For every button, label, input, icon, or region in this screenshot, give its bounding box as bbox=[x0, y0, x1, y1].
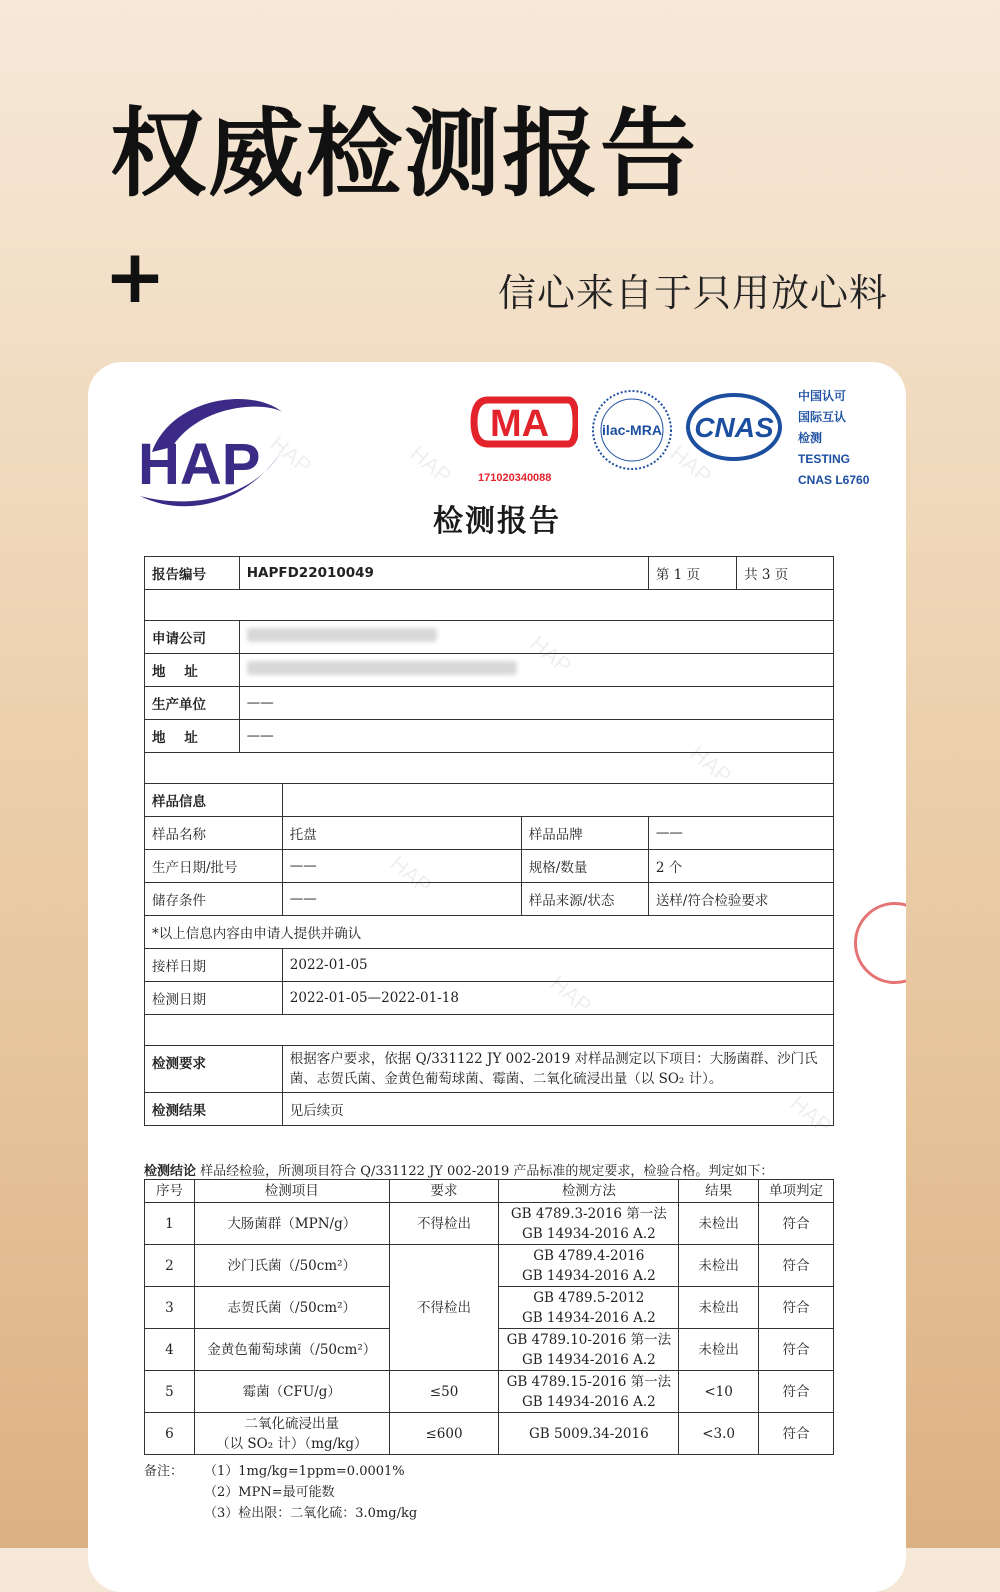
info-table bbox=[144, 556, 834, 1126]
producer-label: 生产单位 bbox=[145, 687, 240, 720]
requirement-value: 根据客户要求，依据 Q/331122 JY 002-2019 对样品测定以下项目：大肠菌群、沙门氏菌、志贺氏菌、金黄色葡萄球菌、霉菌、二氧化硫浸出量（以 SO₂ 计）。 bbox=[282, 1046, 833, 1093]
col-header: 检测项目 bbox=[194, 1180, 389, 1203]
report-title: 检测报告 bbox=[433, 504, 561, 539]
cnas-line: TESTING bbox=[798, 452, 851, 466]
row-no: 4 bbox=[145, 1329, 195, 1371]
source-value: 送样/符合检验要求 bbox=[648, 883, 833, 916]
watermark: HAP bbox=[665, 440, 717, 489]
row-no: 2 bbox=[145, 1245, 195, 1287]
report-card bbox=[88, 362, 906, 1592]
applicant-value bbox=[239, 621, 833, 654]
production-date-label: 生产日期/批号 bbox=[145, 850, 283, 883]
ilac-mra-logo bbox=[590, 388, 674, 472]
row-req: 不得检出 bbox=[389, 1203, 499, 1245]
watermark: HAP bbox=[685, 740, 737, 789]
row-result: <10 bbox=[679, 1371, 759, 1413]
row-method: GB 4789.5-2012 GB 14934-2016 A.2 bbox=[499, 1287, 679, 1329]
col-header: 结果 bbox=[679, 1180, 759, 1203]
report-no-label: 报告编号 bbox=[145, 557, 240, 590]
blank-row bbox=[145, 753, 834, 784]
cnas-line: 检测 bbox=[798, 431, 823, 445]
cnas-line: CNAS L6760 bbox=[798, 473, 870, 487]
spec-value: 2 个 bbox=[648, 850, 833, 883]
notes-label: 备注： bbox=[144, 1464, 184, 1479]
address-label: 地 址 bbox=[145, 654, 240, 687]
sample-name-label: 样品名称 bbox=[145, 817, 283, 850]
plus-icon: + bbox=[104, 234, 167, 320]
notice-text: *以上信息内容由申请人提供并确认 bbox=[145, 916, 834, 949]
row-judge: 符合 bbox=[759, 1329, 834, 1371]
row-method: GB 4789.3-2016 第一法 GB 14934-2016 A.2 bbox=[499, 1203, 679, 1245]
result-table bbox=[144, 1179, 834, 1455]
row-method: GB 4789.15-2016 第一法 GB 14934-2016 A.2 bbox=[499, 1371, 679, 1413]
result-value: 见后续页 bbox=[282, 1093, 833, 1126]
hap-logo-text: HAP bbox=[138, 432, 261, 497]
conclusion bbox=[144, 1160, 834, 1179]
sample-brand-value: —— bbox=[648, 817, 833, 850]
row-method: GB 5009.34-2016 bbox=[499, 1413, 679, 1455]
row-item: 沙门氏菌（/50cm²） bbox=[194, 1245, 389, 1287]
col-header: 序号 bbox=[145, 1180, 195, 1203]
row-item: 志贺氏菌（/50cm²） bbox=[194, 1287, 389, 1329]
row-judge: 符合 bbox=[759, 1203, 834, 1245]
address2-label: 地 址 bbox=[145, 720, 240, 753]
row-no: 6 bbox=[145, 1413, 195, 1455]
cma-text: MA bbox=[490, 403, 550, 445]
row-result: 未检出 bbox=[679, 1203, 759, 1245]
report-sheet bbox=[144, 556, 837, 1524]
row-method: GB 4789.10-2016 第一法 GB 14934-2016 A.2 bbox=[499, 1329, 679, 1371]
page-total: 共 3 页 bbox=[737, 557, 834, 590]
receive-date-value: 2022-01-05 bbox=[282, 949, 833, 982]
conclusion-label: 检测结论 bbox=[144, 1164, 197, 1179]
row-item: 二氧化硫浸出量 （以 SO₂ 计）（mg/kg） bbox=[194, 1413, 389, 1455]
cnas-text: CNAS bbox=[694, 412, 774, 443]
row-req: 不得检出 bbox=[389, 1245, 499, 1371]
note-line: （1）1mg/kg=1ppm=0.0001% bbox=[204, 1464, 405, 1479]
requirement-label: 检测要求 bbox=[145, 1046, 283, 1093]
sample-name-value: 托盘 bbox=[282, 817, 521, 850]
row-req: ≤50 bbox=[389, 1371, 499, 1413]
storage-value: —— bbox=[282, 883, 521, 916]
row-no: 3 bbox=[145, 1287, 195, 1329]
watermark: HAP bbox=[525, 630, 577, 679]
notes bbox=[144, 1461, 834, 1524]
cnas-caption bbox=[798, 386, 869, 491]
slogan: 信心来自于只用放心料 bbox=[497, 271, 888, 315]
cma-number: 171020340088 bbox=[478, 472, 552, 484]
row-item: 霉菌（CFU/g） bbox=[194, 1371, 389, 1413]
conclusion-value: 样品经检验，所测项目符合 Q/331122 JY 002-2019 产品标准的规定要求，检验合格。判定如下： bbox=[200, 1164, 774, 1179]
report-no-value: HAPFD22010049 bbox=[239, 557, 648, 590]
ilac-text: ilac-MRA bbox=[602, 422, 662, 438]
watermark: HAP bbox=[265, 430, 317, 479]
table-row bbox=[145, 1413, 834, 1455]
blank-row bbox=[145, 1015, 834, 1046]
sample-info-blank bbox=[282, 784, 833, 817]
row-result: 未检出 bbox=[679, 1329, 759, 1371]
row-item: 大肠菌群（MPN/g） bbox=[194, 1203, 389, 1245]
table-row bbox=[145, 1203, 834, 1245]
row-result: 未检出 bbox=[679, 1245, 759, 1287]
receive-date-label: 接样日期 bbox=[145, 949, 283, 982]
cnas-line: 中国认可 bbox=[798, 389, 847, 403]
spec-label: 规格/数量 bbox=[521, 850, 648, 883]
table-row bbox=[145, 1371, 834, 1413]
watermark: HAP bbox=[545, 970, 597, 1019]
test-date-value: 2022-01-05—2022-01-18 bbox=[282, 982, 833, 1015]
page-headline: 权威检测报告 bbox=[110, 98, 698, 210]
watermark: HAP bbox=[785, 1090, 837, 1139]
test-date-label: 检测日期 bbox=[145, 982, 283, 1015]
address-value bbox=[239, 654, 833, 687]
sample-info-label: 样品信息 bbox=[145, 784, 283, 817]
row-no: 5 bbox=[145, 1371, 195, 1413]
production-date-value: —— bbox=[282, 850, 521, 883]
result-label: 检测结果 bbox=[145, 1093, 283, 1126]
row-method: GB 4789.4-2016 GB 14934-2016 A.2 bbox=[499, 1245, 679, 1287]
sample-brand-label: 样品品牌 bbox=[521, 817, 648, 850]
col-header: 要求 bbox=[389, 1180, 499, 1203]
col-header: 单项判定 bbox=[759, 1180, 834, 1203]
row-judge: 符合 bbox=[759, 1245, 834, 1287]
source-label: 样品来源/状态 bbox=[521, 883, 648, 916]
row-judge: 符合 bbox=[759, 1413, 834, 1455]
row-no: 1 bbox=[145, 1203, 195, 1245]
cnas-line: 国际互认 bbox=[798, 410, 847, 424]
table-row bbox=[145, 1245, 834, 1287]
row-item: 金黄色葡萄球菌（/50cm²） bbox=[194, 1329, 389, 1371]
producer-value: —— bbox=[239, 687, 833, 720]
cnas-logo bbox=[686, 392, 782, 462]
row-judge: 符合 bbox=[759, 1371, 834, 1413]
page-indicator: 第 1 页 bbox=[648, 557, 736, 590]
applicant-label: 申请公司 bbox=[145, 621, 240, 654]
row-result: <3.0 bbox=[679, 1413, 759, 1455]
watermark: HAP bbox=[385, 850, 437, 899]
cma-logo bbox=[468, 392, 578, 452]
watermark: HAP bbox=[405, 440, 457, 489]
address2-value: —— bbox=[239, 720, 833, 753]
seal-stamp bbox=[854, 902, 906, 984]
row-judge: 符合 bbox=[759, 1287, 834, 1329]
note-line: （3）检出限：二氧化硫：3.0mg/kg bbox=[204, 1506, 418, 1521]
note-line: （2）MPN=最可能数 bbox=[204, 1485, 335, 1500]
row-result: 未检出 bbox=[679, 1287, 759, 1329]
row-req: ≤600 bbox=[389, 1413, 499, 1455]
storage-label: 储存条件 bbox=[145, 883, 283, 916]
col-header: 检测方法 bbox=[499, 1180, 679, 1203]
blank-row bbox=[145, 590, 834, 621]
